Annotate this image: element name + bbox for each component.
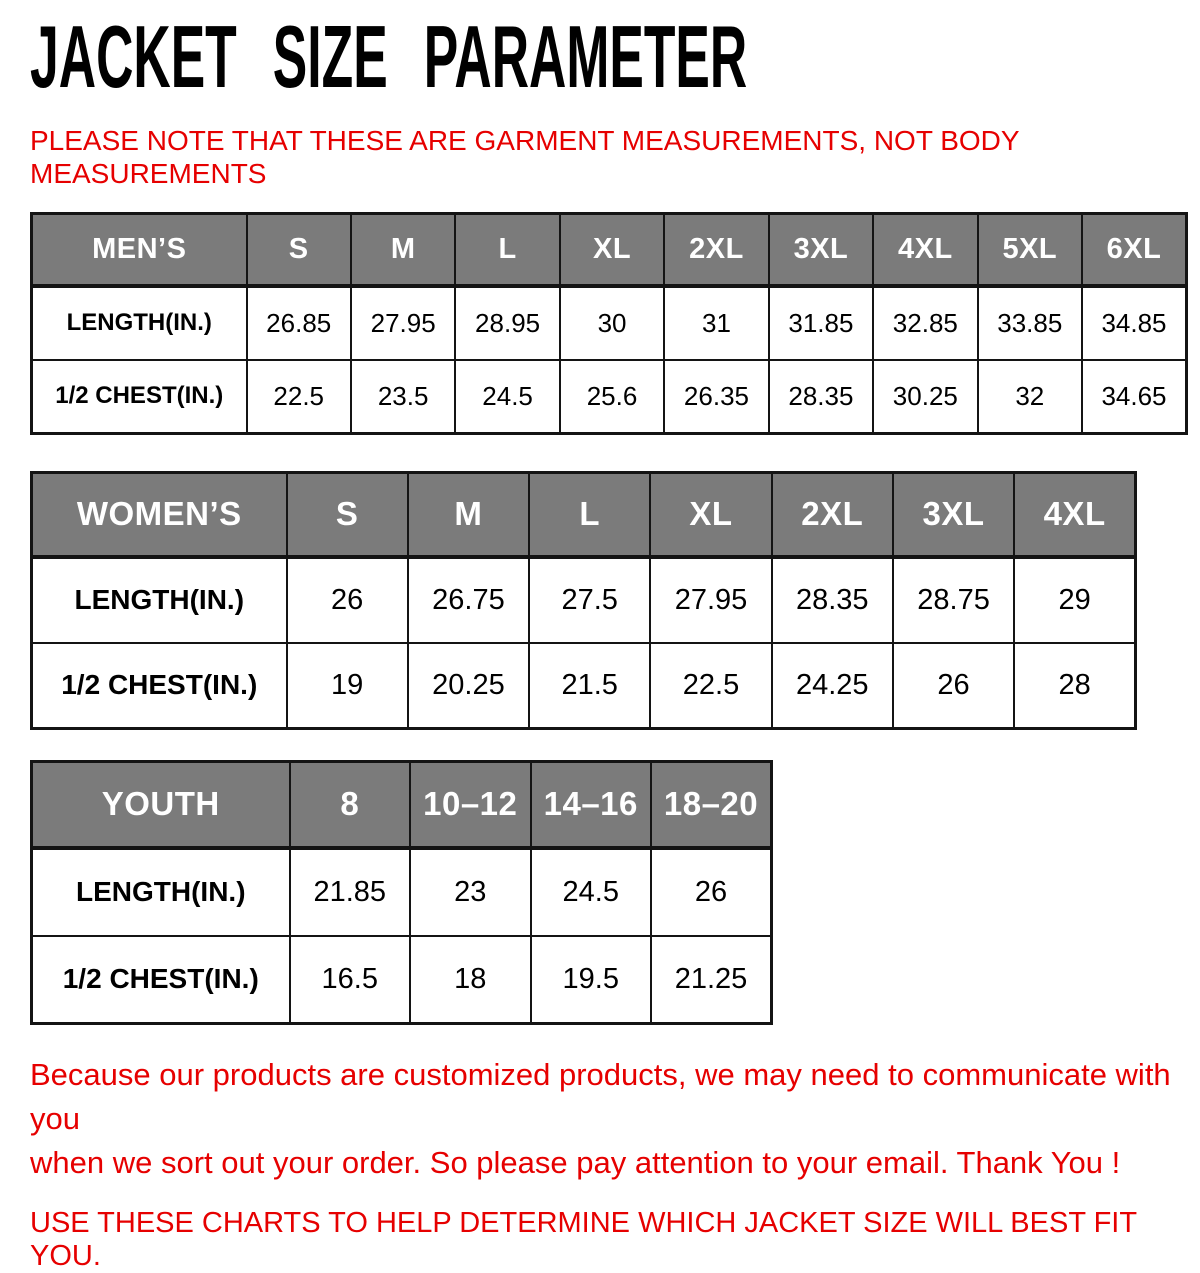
womens-length-s: 26 bbox=[287, 557, 408, 643]
mens-chest-2xl: 26.35 bbox=[664, 360, 768, 434]
mens-size-header-s: S bbox=[247, 214, 351, 286]
youth-size-table bbox=[30, 760, 773, 1025]
womens-length-l: 27.5 bbox=[529, 557, 650, 643]
youth-header-row bbox=[32, 762, 772, 848]
womens-length-row bbox=[32, 557, 1136, 643]
womens-length-label: LENGTH(IN.) bbox=[32, 557, 287, 643]
youth-size-header-8: 8 bbox=[290, 762, 411, 848]
womens-chest-3xl: 26 bbox=[893, 643, 1014, 729]
size-chart-page bbox=[0, 7, 1200, 1273]
womens-chest-label: 1/2 CHEST(IN.) bbox=[32, 643, 287, 729]
mens-chest-label: 1/2 CHEST(IN.) bbox=[32, 360, 247, 434]
mens-chest-s: 22.5 bbox=[247, 360, 351, 434]
youth-length-row bbox=[32, 848, 772, 936]
womens-length-xl: 27.95 bbox=[650, 557, 771, 643]
womens-chest-l: 21.5 bbox=[529, 643, 650, 729]
mens-size-header-l: L bbox=[455, 214, 559, 286]
mens-chest-5xl: 32 bbox=[978, 360, 1082, 434]
youth-length-18-20: 26 bbox=[651, 848, 772, 936]
mens-length-l: 28.95 bbox=[455, 286, 559, 360]
womens-chest-s: 19 bbox=[287, 643, 408, 729]
womens-size-header-xl: XL bbox=[650, 473, 771, 557]
mens-size-header-4xl: 4XL bbox=[873, 214, 977, 286]
womens-header-row bbox=[32, 473, 1136, 557]
mens-table-title: MEN’S bbox=[32, 214, 247, 286]
womens-length-4xl: 29 bbox=[1014, 557, 1135, 643]
womens-length-2xl: 28.35 bbox=[772, 557, 893, 643]
womens-size-table bbox=[30, 471, 1137, 730]
mens-length-3xl: 31.85 bbox=[769, 286, 873, 360]
mens-chest-6xl: 34.65 bbox=[1082, 360, 1187, 434]
mens-length-4xl: 32.85 bbox=[873, 286, 977, 360]
womens-size-header-l: L bbox=[529, 473, 650, 557]
mens-size-header-2xl: 2XL bbox=[664, 214, 768, 286]
womens-length-m: 26.75 bbox=[408, 557, 529, 643]
chart-usage-advice: USE THESE CHARTS TO HELP DETERMINE WHICH JACKET SIZE WILL BEST FIT YOU. bbox=[30, 1207, 1137, 1273]
youth-length-10-12: 23 bbox=[410, 848, 531, 936]
womens-chest-2xl: 24.25 bbox=[772, 643, 893, 729]
youth-chest-8: 16.5 bbox=[290, 936, 411, 1024]
womens-table-title: WOMEN’S bbox=[32, 473, 287, 557]
youth-length-label: LENGTH(IN.) bbox=[32, 848, 290, 936]
mens-size-header-3xl: 3XL bbox=[769, 214, 873, 286]
womens-chest-row bbox=[32, 643, 1136, 729]
womens-size-header-m: M bbox=[408, 473, 529, 557]
mens-length-label: LENGTH(IN.) bbox=[32, 286, 247, 360]
youth-size-header-18-20: 18–20 bbox=[651, 762, 772, 848]
mens-size-header-xl: XL bbox=[560, 214, 664, 286]
mens-length-row bbox=[32, 286, 1187, 360]
womens-chest-4xl: 28 bbox=[1014, 643, 1135, 729]
youth-chest-18-20: 21.25 bbox=[651, 936, 772, 1024]
note-line-1: PLEASE NOTE THAT THESE ARE GARMENT MEASUREMENTS, NOT BODY bbox=[30, 125, 1020, 156]
mens-length-2xl: 31 bbox=[664, 286, 768, 360]
customization-notice-line-2: when we sort out your order. So please pay attention to your email. Thank You ! bbox=[30, 1145, 1121, 1181]
womens-size-header-2xl: 2XL bbox=[772, 473, 893, 557]
youth-length-14-16: 24.5 bbox=[531, 848, 652, 936]
mens-chest-xl: 25.6 bbox=[560, 360, 664, 434]
mens-size-table bbox=[30, 212, 1188, 435]
womens-size-header-3xl: 3XL bbox=[893, 473, 1014, 557]
mens-chest-row bbox=[32, 360, 1187, 434]
youth-length-8: 21.85 bbox=[290, 848, 411, 936]
mens-length-6xl: 34.85 bbox=[1082, 286, 1187, 360]
mens-chest-3xl: 28.35 bbox=[769, 360, 873, 434]
mens-length-s: 26.85 bbox=[247, 286, 351, 360]
mens-chest-4xl: 30.25 bbox=[873, 360, 977, 434]
customization-notice-line-1: Because our products are customized products, we may need to communicate with you bbox=[30, 1057, 1171, 1137]
mens-length-xl: 30 bbox=[560, 286, 664, 360]
womens-size-header-s: S bbox=[287, 473, 408, 557]
mens-size-header-6xl: 6XL bbox=[1082, 214, 1187, 286]
youth-table-title: YOUTH bbox=[32, 762, 290, 848]
womens-length-3xl: 28.75 bbox=[893, 557, 1014, 643]
youth-chest-row bbox=[32, 936, 772, 1024]
mens-size-header-5xl: 5XL bbox=[978, 214, 1082, 286]
womens-chest-m: 20.25 bbox=[408, 643, 529, 729]
title-area bbox=[30, 7, 1190, 108]
youth-chest-14-16: 19.5 bbox=[531, 936, 652, 1024]
youth-size-header-14-16: 14–16 bbox=[531, 762, 652, 848]
womens-size-header-4xl: 4XL bbox=[1014, 473, 1135, 557]
youth-chest-10-12: 18 bbox=[410, 936, 531, 1024]
mens-length-5xl: 33.85 bbox=[978, 286, 1082, 360]
youth-size-header-10-12: 10–12 bbox=[410, 762, 531, 848]
mens-length-m: 27.95 bbox=[351, 286, 455, 360]
garment-measurement-note bbox=[30, 124, 1190, 190]
youth-chest-label: 1/2 CHEST(IN.) bbox=[32, 936, 290, 1024]
note-line-2: MEASUREMENTS bbox=[30, 158, 267, 190]
mens-chest-l: 24.5 bbox=[455, 360, 559, 434]
womens-chest-xl: 22.5 bbox=[650, 643, 771, 729]
mens-chest-m: 23.5 bbox=[351, 360, 455, 434]
customization-notice bbox=[30, 1053, 1190, 1185]
mens-size-header-m: M bbox=[351, 214, 455, 286]
mens-header-row bbox=[32, 214, 1187, 286]
page-title: JACKET SIZE PARAMETER bbox=[30, 7, 748, 107]
